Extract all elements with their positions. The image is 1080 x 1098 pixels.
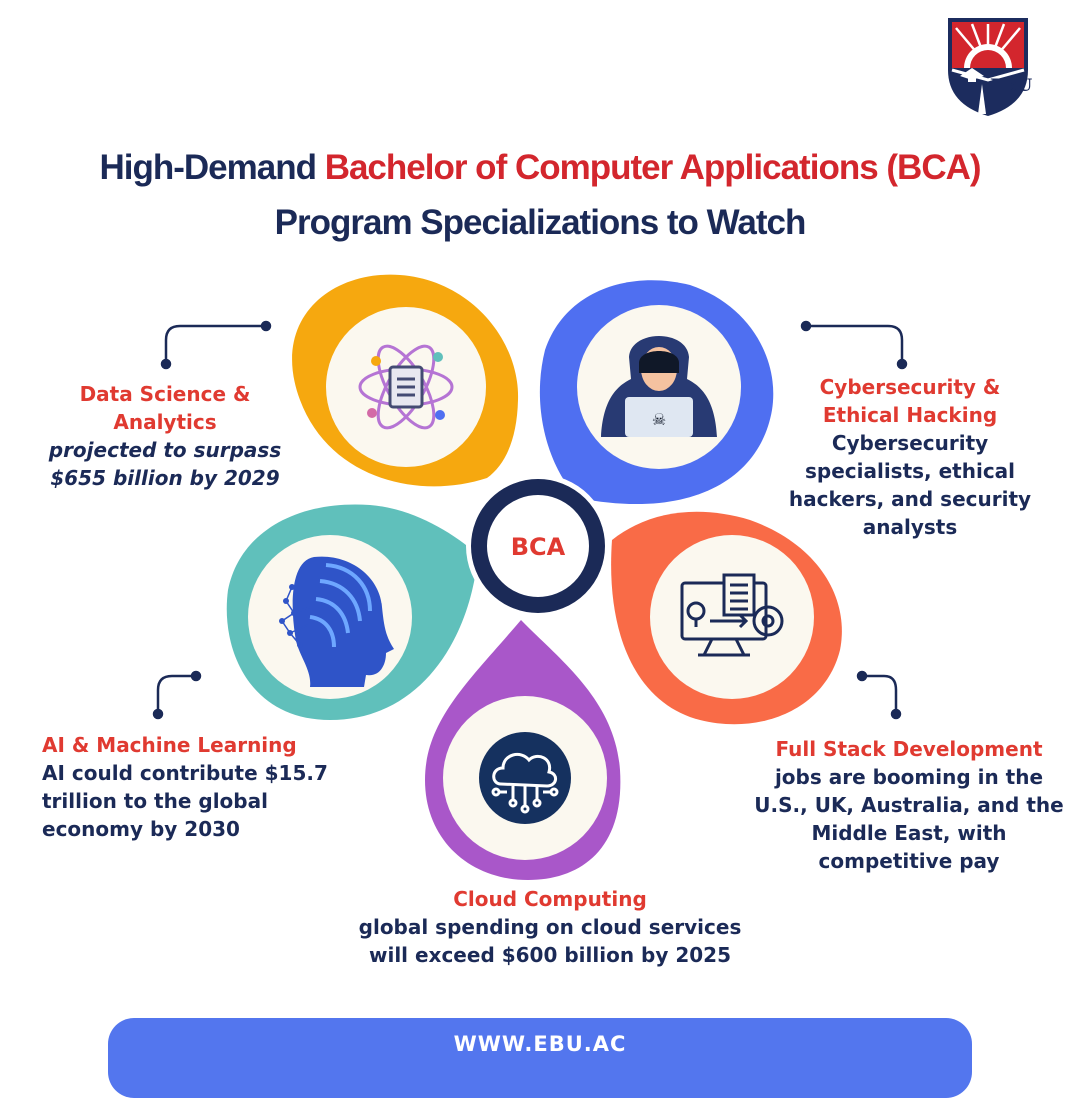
petal-fullstack [611,512,842,724]
title-prefix: High-Demand [99,148,316,187]
connector-data [166,326,266,362]
callout-title: Ethical Hacking [822,403,998,427]
callout-data-science [20,380,310,492]
connector-cyber [806,326,902,362]
callout-title: Analytics [113,410,217,434]
callout-ai [42,731,342,843]
callout-body: AI could contribute $15.7 [42,761,328,785]
center-label: BCA [510,533,566,561]
logo-text: EBU [990,76,1033,96]
callout-cloud [330,885,770,969]
title-highlight: Bachelor of Computer Applications (BCA) [324,148,981,187]
cloud-network-icon [479,732,571,824]
callout-title: Full Stack Development [775,737,1043,761]
callout-fullstack [744,735,1074,875]
footer-bar [108,1018,972,1098]
callout-body: economy by 2030 [42,817,240,841]
callout-body: Cybersecurity [831,431,989,455]
callout-body: trillion to the global [42,789,268,813]
callout-body: jobs are booming in the [774,765,1044,789]
connector-fullstack [862,676,896,712]
callout-title: Data Science & [79,382,251,406]
page-subtitle: Program Specializations to Watch [274,203,806,242]
callout-body: will exceed $600 billion by 2025 [368,943,732,967]
callout-title: Cybersecurity & [819,375,1001,399]
callout-title: AI & Machine Learning [42,733,297,757]
callout-body: hackers, and security [788,487,1032,511]
callout-body: global spending on cloud services [358,915,742,939]
callout-body: projected to surpass [48,438,282,462]
callout-body: competitive pay [818,849,1000,873]
callout-body: $655 billion by 2029 [50,466,280,490]
callout-body: specialists, ethical [804,459,1016,483]
callout-body: analysts [862,515,958,539]
callout-cybersecurity [780,373,1040,541]
callout-body: U.S., UK, Australia, and the [754,793,1064,817]
svg-text:☠: ☠ [651,410,667,429]
callout-title: Cloud Computing [453,887,647,911]
footer-url-link[interactable]: WWW.EBU.AC [453,1032,627,1056]
connector-ai [158,676,196,712]
callout-body: Middle East, with [811,821,1007,845]
